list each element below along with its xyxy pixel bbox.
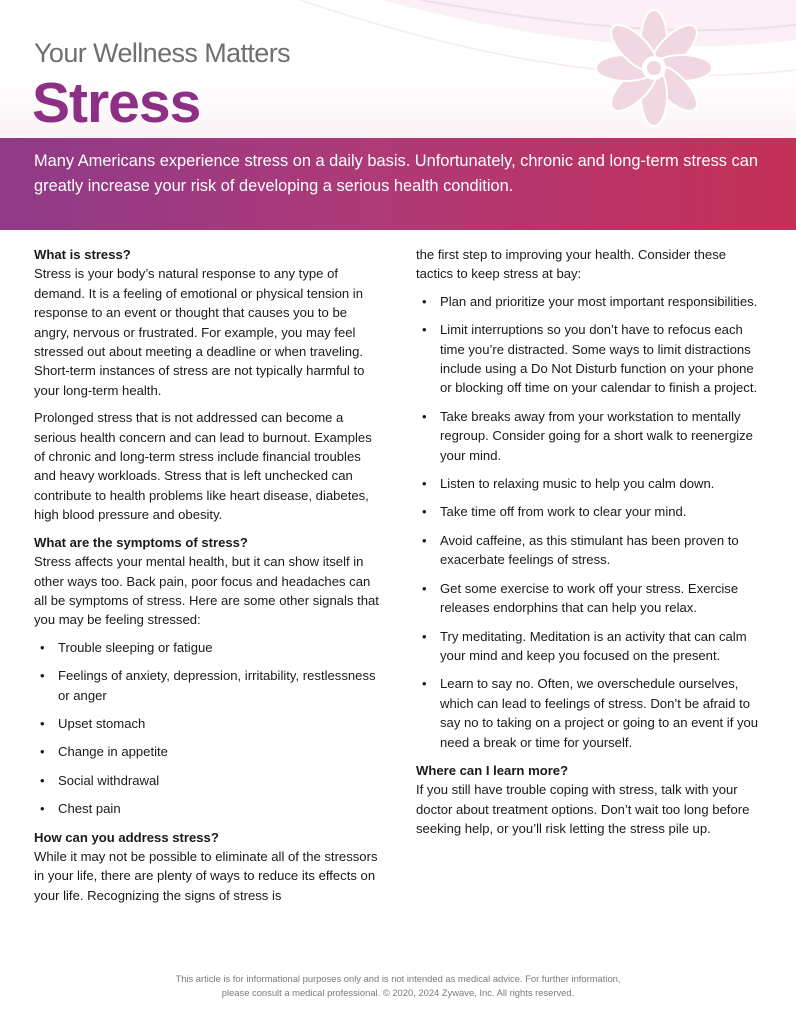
bullet-icon: • xyxy=(40,715,45,731)
paragraph-what-is-stress-1: Stress is your body’s natural response to any type of demand. It is a feeling of emotional or physical tension in response to an event or thought that causes you to be angry, nervous or frustrated. For example, you may feel stressed out about meeting a deadline or when traveling. Short-term instances of stress are not typically harmful to your long-term health. xyxy=(34,266,365,398)
bullet-icon: • xyxy=(40,639,45,655)
lotus-flower-icon xyxy=(594,8,714,128)
bullet-icon: • xyxy=(422,504,427,520)
list-item: • Limit interruptions so you don’t have to refocus each time you’re distracted. Some ways to limit distractions include using a Do Not Disturb function on your phone or blocking off time on your calendar to finish a project. xyxy=(422,322,758,396)
list-item: • Take time off from work to clear your mind. xyxy=(416,502,766,521)
symptoms-list xyxy=(34,638,384,819)
bullet-icon: • xyxy=(40,744,45,760)
paragraph-address-stress-continued: the first step to improving your health. Consider these tactics to keep stress at bay: xyxy=(416,247,727,282)
paragraph-learn-more: If you still have trouble coping with stress, talk with your doctor about treatment options. Don’t wait too long before seeking help, or you’ll risk letting the stress pile up. xyxy=(416,782,750,837)
list-item: • Trouble sleeping or fatigue xyxy=(34,638,384,657)
left-column xyxy=(34,245,384,913)
bullet-icon: • xyxy=(422,408,427,424)
list-item: • Change in appetite xyxy=(34,742,384,761)
bullet-icon: • xyxy=(422,532,427,548)
section-heading-symptoms: What are the symptoms of stress? xyxy=(34,534,248,550)
bullet-icon: • xyxy=(422,676,427,692)
page-header xyxy=(0,0,796,138)
paragraph-what-is-stress-2: Prolonged stress that is not addressed can become a serious health concern and can lead to burnout. Examples of chronic and long-term stress include financial troubles and heavy workloads. Stress that is left unchecked can contribute to health problems like heart disease, diabetes, high blood pressure and obesity. xyxy=(34,410,372,523)
list-item: • Chest pain xyxy=(34,799,384,818)
list-item: • Try meditating. Meditation is an activity that can calm your mind and keep you focused on the present. xyxy=(422,628,747,663)
footer-line-1: This article is for informational purposes only and is not intended as medical advice. For further information, xyxy=(175,973,621,984)
right-column xyxy=(416,245,766,847)
list-item: • Take breaks away from your workstation to mentally regroup. Consider going for a short walk to reenergize your mind. xyxy=(422,408,753,463)
intro-banner xyxy=(0,138,796,230)
bullet-icon: • xyxy=(422,322,427,338)
bullet-icon: • xyxy=(422,476,427,492)
header-kicker: Your Wellness Matters xyxy=(34,38,291,68)
list-item: • Listen to relaxing music to help you calm down. xyxy=(416,474,766,493)
bullet-icon: • xyxy=(40,668,45,684)
paragraph-symptoms: Stress affects your mental health, but it can show itself in other ways too. Back pain, poor focus and headaches can all be symptoms of stress. Here are some other signals that you may be feeling stressed: xyxy=(34,554,379,628)
list-item: • Get some exercise to work off your stress. Exercise releases endorphins that can help you relax. xyxy=(422,580,739,616)
section-heading-address-stress: How can you address stress? xyxy=(34,829,219,845)
footer-disclaimer xyxy=(0,972,796,1000)
list-item: • Plan and prioritize your most important responsibilities. xyxy=(416,292,766,311)
list-item: • Learn to say no. Often, we overschedule ourselves, which can lead to feelings of stress. Don’t be afraid to say no to taking on a project or going to an event if you need a break or time for yourself. xyxy=(422,676,759,750)
footer-line-2: please consult a medical professional. © 2020, 2024 Zywave, Inc. All rights reserved. xyxy=(221,987,575,998)
list-item: • Feelings of anxiety, depression, irritability, restlessness or anger xyxy=(40,668,376,703)
section-heading-what-is-stress: What is stress? xyxy=(34,247,131,262)
list-item: • Avoid caffeine, as this stimulant has been proven to exacerbate feelings of stress. xyxy=(422,532,739,568)
page-title: Stress xyxy=(32,71,201,135)
section-heading-learn-more: Where can I learn more? xyxy=(416,762,569,778)
intro-banner-text: Many Americans experience stress on a daily basis. Unfortunately, chronic and long-term stress can greatly increase your risk of developing a serious health condition. xyxy=(34,152,758,195)
list-item: • Upset stomach xyxy=(34,714,384,733)
bullet-icon: • xyxy=(422,293,427,309)
paragraph-address-stress: While it may not be possible to eliminate all of the stressors in your life, there are plenty of ways to reduce its effects on your life. Recognizing the signs of stress is xyxy=(34,848,378,903)
bullet-icon: • xyxy=(422,580,427,596)
bullet-icon: • xyxy=(40,801,45,817)
list-item: • Social withdrawal xyxy=(34,771,384,790)
bullet-icon: • xyxy=(422,628,427,644)
tactics-list xyxy=(416,292,766,752)
bullet-icon: • xyxy=(40,772,45,788)
